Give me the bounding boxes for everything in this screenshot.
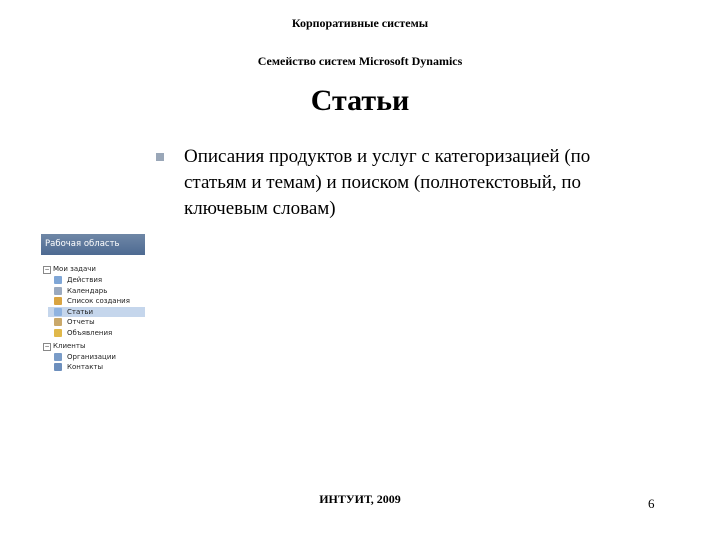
nav-item-calendar[interactable]: Календарь (41, 286, 145, 296)
collapse-icon[interactable]: − (44, 342, 50, 350)
nav-item-activities[interactable]: Действия (41, 275, 145, 285)
bullet-point (162, 144, 682, 222)
workspace-panel (41, 234, 145, 380)
nav-item-announcements[interactable]: Объявления (41, 328, 145, 338)
group-my-tasks[interactable] (41, 264, 145, 275)
nav-item-articles[interactable]: Статьи (48, 307, 145, 317)
bullet-line-2: статьям и темам) и поиском (полнотекстовый, по (184, 172, 582, 193)
header-title: Корпоративные системы (291, 16, 429, 30)
group-label: Клиенты (53, 341, 86, 350)
group-customers[interactable] (41, 341, 145, 352)
slide-title: Статьи (310, 84, 410, 117)
activities-icon (54, 276, 62, 284)
bullet-line-1: Описания продуктов и услуг с категоризацией (по (184, 146, 591, 167)
page-number: 6 (648, 496, 655, 511)
report-icon (54, 318, 62, 326)
contact-icon (54, 363, 62, 371)
collapse-icon[interactable]: − (44, 266, 50, 273)
workspace-panel-title: Рабочая область (41, 234, 145, 255)
queue-icon (54, 297, 62, 305)
calendar-icon (54, 287, 62, 295)
bullet-icon (156, 153, 164, 161)
bullet-line-3: ключевым словам) (184, 198, 336, 219)
header-subtitle: Семейство систем Microsoft Dynamics (257, 54, 463, 68)
account-icon (54, 353, 62, 361)
footer-text: ИНТУИТ, 2009 (319, 492, 401, 506)
nav-item-queues[interactable]: Список создания (41, 296, 145, 306)
article-icon (54, 308, 62, 316)
nav-item-reports[interactable]: Отчеты (41, 317, 145, 327)
group-label: Мои задачи (53, 265, 96, 273)
nav-item-accounts[interactable]: Организации (41, 352, 145, 362)
nav-item-contacts[interactable]: Контакты (41, 362, 145, 372)
announcement-icon (54, 329, 62, 337)
